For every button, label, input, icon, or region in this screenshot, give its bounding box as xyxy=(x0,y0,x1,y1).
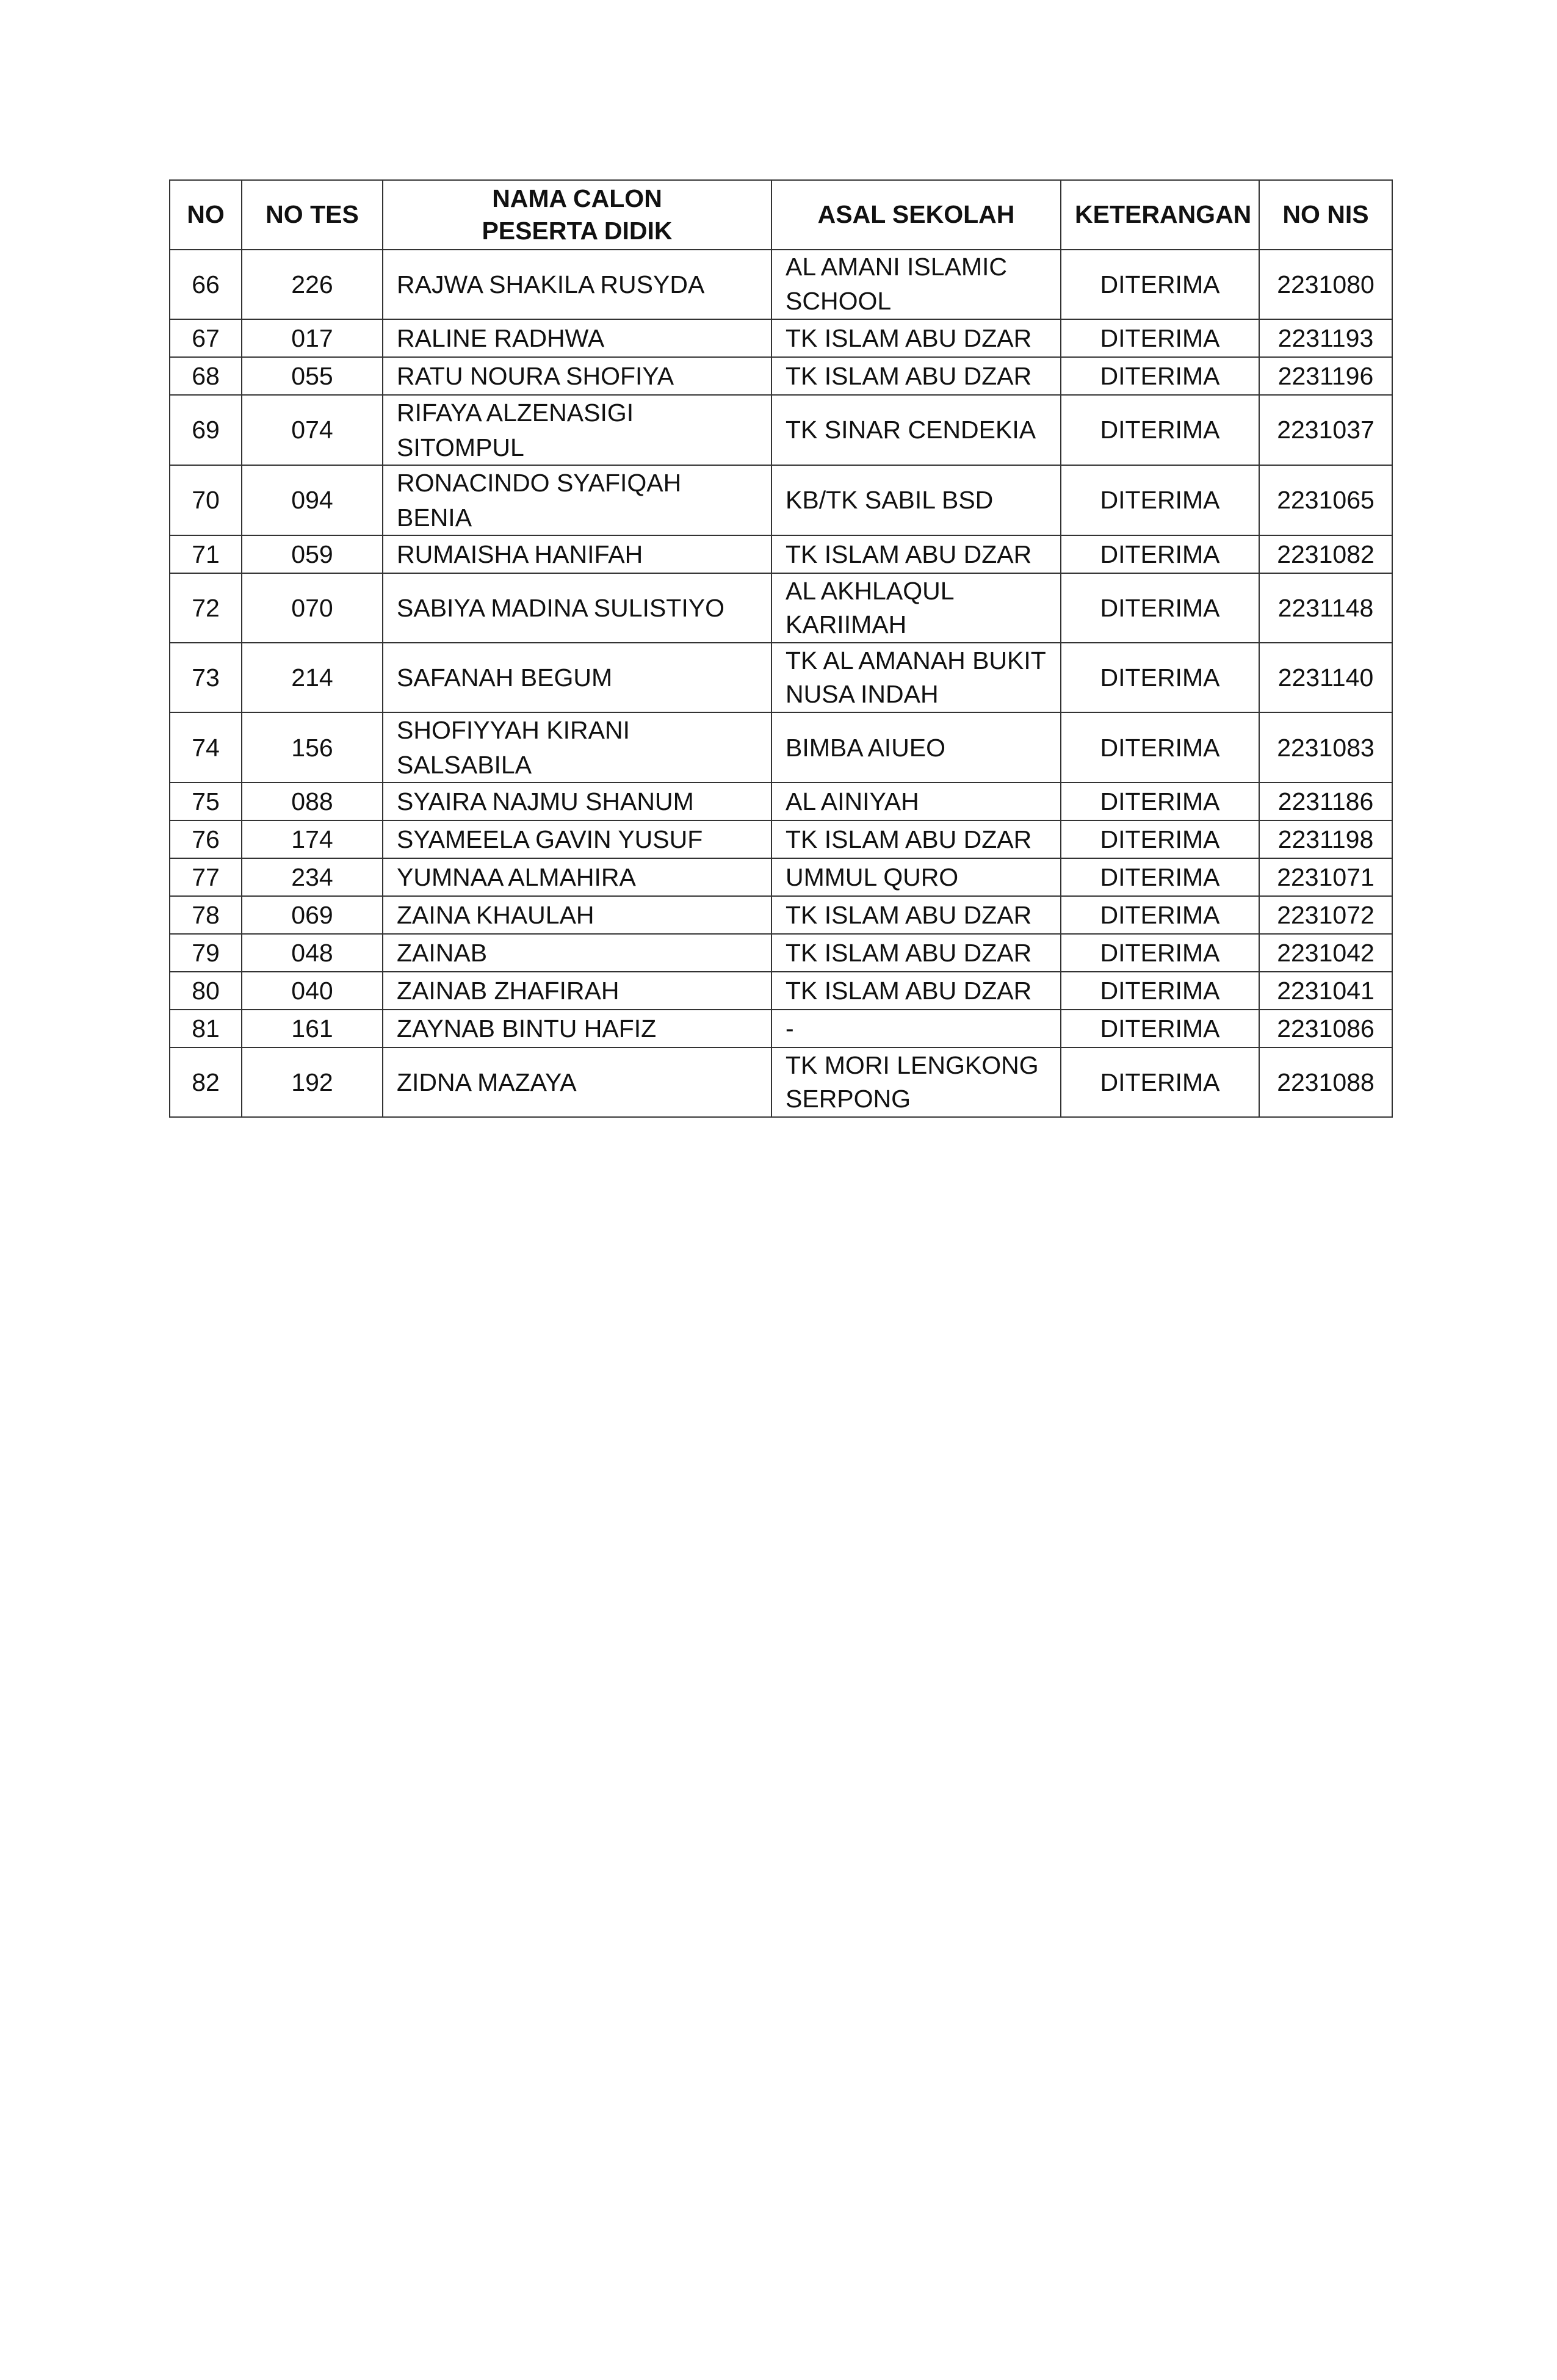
cell-nama: ZIDNA MAZAYA xyxy=(383,1047,771,1117)
table-row xyxy=(170,535,1392,573)
asal-sekolah-line: SCHOOL xyxy=(786,287,892,315)
header-no-nis: NO NIS xyxy=(1259,180,1392,250)
table-row xyxy=(170,395,1392,465)
cell-no-tes: 055 xyxy=(242,357,383,395)
cell-no-tes: 040 xyxy=(242,972,383,1010)
cell-no: 71 xyxy=(170,535,242,573)
cell-no: 72 xyxy=(170,573,242,643)
cell-asal-sekolah xyxy=(771,643,1061,712)
table-row xyxy=(170,972,1392,1010)
cell-no-tes: 156 xyxy=(242,712,383,783)
cell-no-nis: 2231041 xyxy=(1259,972,1392,1010)
cell-keterangan: DITERIMA xyxy=(1061,972,1259,1010)
table-row xyxy=(170,319,1392,357)
cell-keterangan: DITERIMA xyxy=(1061,858,1259,896)
cell-no: 77 xyxy=(170,858,242,896)
cell-no: 69 xyxy=(170,395,242,465)
cell-asal-sekolah xyxy=(771,465,1061,535)
cell-asal-sekolah xyxy=(771,972,1061,1010)
cell-nama: YUMNAA ALMAHIRA xyxy=(383,858,771,896)
cell-asal-sekolah xyxy=(771,712,1061,783)
cell-nama: SYAMEELA GAVIN YUSUF xyxy=(383,820,771,858)
table-body xyxy=(170,250,1392,1117)
cell-no-nis: 2231140 xyxy=(1259,643,1392,712)
cell-nama: RONACINDO SYAFIQAH BENIA xyxy=(383,465,771,535)
cell-no-nis: 2231042 xyxy=(1259,934,1392,972)
cell-no: 66 xyxy=(170,250,242,319)
cell-no-tes: 174 xyxy=(242,820,383,858)
cell-keterangan: DITERIMA xyxy=(1061,712,1259,783)
cell-keterangan: DITERIMA xyxy=(1061,643,1259,712)
asal-sekolah-line: TK MORI LENGKONG xyxy=(786,1051,1039,1079)
cell-no-nis: 2231071 xyxy=(1259,858,1392,896)
header-nama-line-2: PESERTA DIDIK xyxy=(482,217,673,245)
cell-no-tes: 214 xyxy=(242,643,383,712)
cell-no-tes: 074 xyxy=(242,395,383,465)
table-row xyxy=(170,896,1392,934)
cell-no: 74 xyxy=(170,712,242,783)
cell-keterangan: DITERIMA xyxy=(1061,319,1259,357)
cell-no-tes: 234 xyxy=(242,858,383,896)
cell-no-nis: 2231065 xyxy=(1259,465,1392,535)
cell-nama: RUMAISHA HANIFAH xyxy=(383,535,771,573)
asal-sekolah-line: TK ISLAM ABU DZAR xyxy=(786,977,1032,1005)
asal-sekolah-line: AL AMANI ISLAMIC xyxy=(786,253,1008,281)
admission-table xyxy=(169,179,1393,1118)
cell-keterangan: DITERIMA xyxy=(1061,820,1259,858)
cell-asal-sekolah xyxy=(771,896,1061,934)
cell-no-tes: 192 xyxy=(242,1047,383,1117)
table-row xyxy=(170,820,1392,858)
cell-keterangan: DITERIMA xyxy=(1061,573,1259,643)
cell-no: 67 xyxy=(170,319,242,357)
asal-sekolah-line: AL AKHLAQUL xyxy=(786,576,955,605)
asal-sekolah-line: TK ISLAM ABU DZAR xyxy=(786,361,1032,390)
cell-no-tes: 070 xyxy=(242,573,383,643)
cell-keterangan: DITERIMA xyxy=(1061,934,1259,972)
header-nama-line-1: NAMA CALON xyxy=(492,184,662,212)
cell-nama: SHOFIYYAH KIRANI SALSABILA xyxy=(383,712,771,783)
cell-asal-sekolah xyxy=(771,858,1061,896)
cell-no-nis: 2231037 xyxy=(1259,395,1392,465)
table-row xyxy=(170,712,1392,783)
asal-sekolah-line: SERPONG xyxy=(786,1085,911,1113)
asal-sekolah-line: - xyxy=(786,1015,794,1043)
cell-no-tes: 048 xyxy=(242,934,383,972)
cell-no-nis: 2231186 xyxy=(1259,783,1392,820)
cell-asal-sekolah xyxy=(771,1047,1061,1117)
asal-sekolah-line: TK ISLAM ABU DZAR xyxy=(786,901,1032,930)
asal-sekolah-line: NUSA INDAH xyxy=(786,680,939,709)
cell-no: 79 xyxy=(170,934,242,972)
table-row xyxy=(170,357,1392,395)
header-nama-calon xyxy=(383,180,771,250)
cell-nama: ZAYNAB BINTU HAFIZ xyxy=(383,1010,771,1047)
cell-no: 68 xyxy=(170,357,242,395)
cell-keterangan: DITERIMA xyxy=(1061,1010,1259,1047)
table-row xyxy=(170,858,1392,896)
asal-sekolah-line: KB/TK SABIL BSD xyxy=(786,486,994,515)
cell-nama: ZAINAB xyxy=(383,934,771,972)
cell-no-nis: 2231086 xyxy=(1259,1010,1392,1047)
cell-asal-sekolah xyxy=(771,319,1061,357)
table-row xyxy=(170,1047,1392,1117)
table-row xyxy=(170,1010,1392,1047)
cell-nama: RAJWA SHAKILA RUSYDA xyxy=(383,250,771,319)
header-no: NO xyxy=(170,180,242,250)
cell-no-nis: 2231080 xyxy=(1259,250,1392,319)
header-row xyxy=(170,180,1392,250)
cell-no: 78 xyxy=(170,896,242,934)
cell-asal-sekolah xyxy=(771,1010,1061,1047)
cell-no-tes: 069 xyxy=(242,896,383,934)
cell-asal-sekolah xyxy=(771,934,1061,972)
cell-asal-sekolah xyxy=(771,395,1061,465)
cell-no-tes: 017 xyxy=(242,319,383,357)
cell-asal-sekolah xyxy=(771,820,1061,858)
asal-sekolah-line: TK SINAR CENDEKIA xyxy=(786,416,1036,444)
cell-nama: SAFANAH BEGUM xyxy=(383,643,771,712)
cell-nama: ZAINAB ZHAFIRAH xyxy=(383,972,771,1010)
header-asal-sekolah: ASAL SEKOLAH xyxy=(771,180,1061,250)
cell-no-tes: 161 xyxy=(242,1010,383,1047)
cell-no-tes: 059 xyxy=(242,535,383,573)
cell-nama: RIFAYA ALZENASIGI SITOMPUL xyxy=(383,395,771,465)
asal-sekolah-line: KARIIMAH xyxy=(786,610,907,639)
cell-asal-sekolah xyxy=(771,357,1061,395)
cell-no: 82 xyxy=(170,1047,242,1117)
cell-no: 73 xyxy=(170,643,242,712)
table-header xyxy=(170,180,1392,250)
table-row xyxy=(170,783,1392,820)
cell-no-nis: 2231083 xyxy=(1259,712,1392,783)
table-row xyxy=(170,643,1392,712)
cell-nama: SABIYA MADINA SULISTIYO xyxy=(383,573,771,643)
asal-sekolah-line: TK ISLAM ABU DZAR xyxy=(786,540,1032,569)
cell-no-nis: 2231088 xyxy=(1259,1047,1392,1117)
asal-sekolah-line: BIMBA AIUEO xyxy=(786,733,946,762)
cell-nama: RATU NOURA SHOFIYA xyxy=(383,357,771,395)
cell-no: 75 xyxy=(170,783,242,820)
table-row xyxy=(170,573,1392,643)
cell-no-nis: 2231198 xyxy=(1259,820,1392,858)
cell-no-nis: 2231196 xyxy=(1259,357,1392,395)
cell-nama: ZAINA KHAULAH xyxy=(383,896,771,934)
cell-no-nis: 2231148 xyxy=(1259,573,1392,643)
table-row xyxy=(170,465,1392,535)
cell-asal-sekolah xyxy=(771,783,1061,820)
cell-keterangan: DITERIMA xyxy=(1061,357,1259,395)
cell-no-nis: 2231072 xyxy=(1259,896,1392,934)
cell-keterangan: DITERIMA xyxy=(1061,535,1259,573)
cell-nama: SYAIRA NAJMU SHANUM xyxy=(383,783,771,820)
header-no-tes: NO TES xyxy=(242,180,383,250)
cell-keterangan: DITERIMA xyxy=(1061,395,1259,465)
cell-no-nis: 2231082 xyxy=(1259,535,1392,573)
header-keterangan: KETERANGAN xyxy=(1061,180,1259,250)
cell-no: 80 xyxy=(170,972,242,1010)
cell-keterangan: DITERIMA xyxy=(1061,1047,1259,1117)
cell-keterangan: DITERIMA xyxy=(1061,783,1259,820)
asal-sekolah-line: AL AINIYAH xyxy=(786,787,919,816)
cell-no: 70 xyxy=(170,465,242,535)
asal-sekolah-line: TK ISLAM ABU DZAR xyxy=(786,324,1032,352)
table-row xyxy=(170,250,1392,319)
cell-no: 81 xyxy=(170,1010,242,1047)
cell-asal-sekolah xyxy=(771,250,1061,319)
cell-no-nis: 2231193 xyxy=(1259,319,1392,357)
cell-asal-sekolah xyxy=(771,573,1061,643)
cell-no-tes: 088 xyxy=(242,783,383,820)
cell-nama: RALINE RADHWA xyxy=(383,319,771,357)
table-row xyxy=(170,934,1392,972)
asal-sekolah-line: UMMUL QURO xyxy=(786,863,959,892)
cell-no-tes: 226 xyxy=(242,250,383,319)
cell-no: 76 xyxy=(170,820,242,858)
cell-asal-sekolah xyxy=(771,535,1061,573)
cell-no-tes: 094 xyxy=(242,465,383,535)
asal-sekolah-line: TK AL AMANAH BUKIT xyxy=(786,646,1046,675)
cell-keterangan: DITERIMA xyxy=(1061,465,1259,535)
cell-keterangan: DITERIMA xyxy=(1061,250,1259,319)
asal-sekolah-line: TK ISLAM ABU DZAR xyxy=(786,939,1032,968)
cell-keterangan: DITERIMA xyxy=(1061,896,1259,934)
asal-sekolah-line: TK ISLAM ABU DZAR xyxy=(786,825,1032,854)
